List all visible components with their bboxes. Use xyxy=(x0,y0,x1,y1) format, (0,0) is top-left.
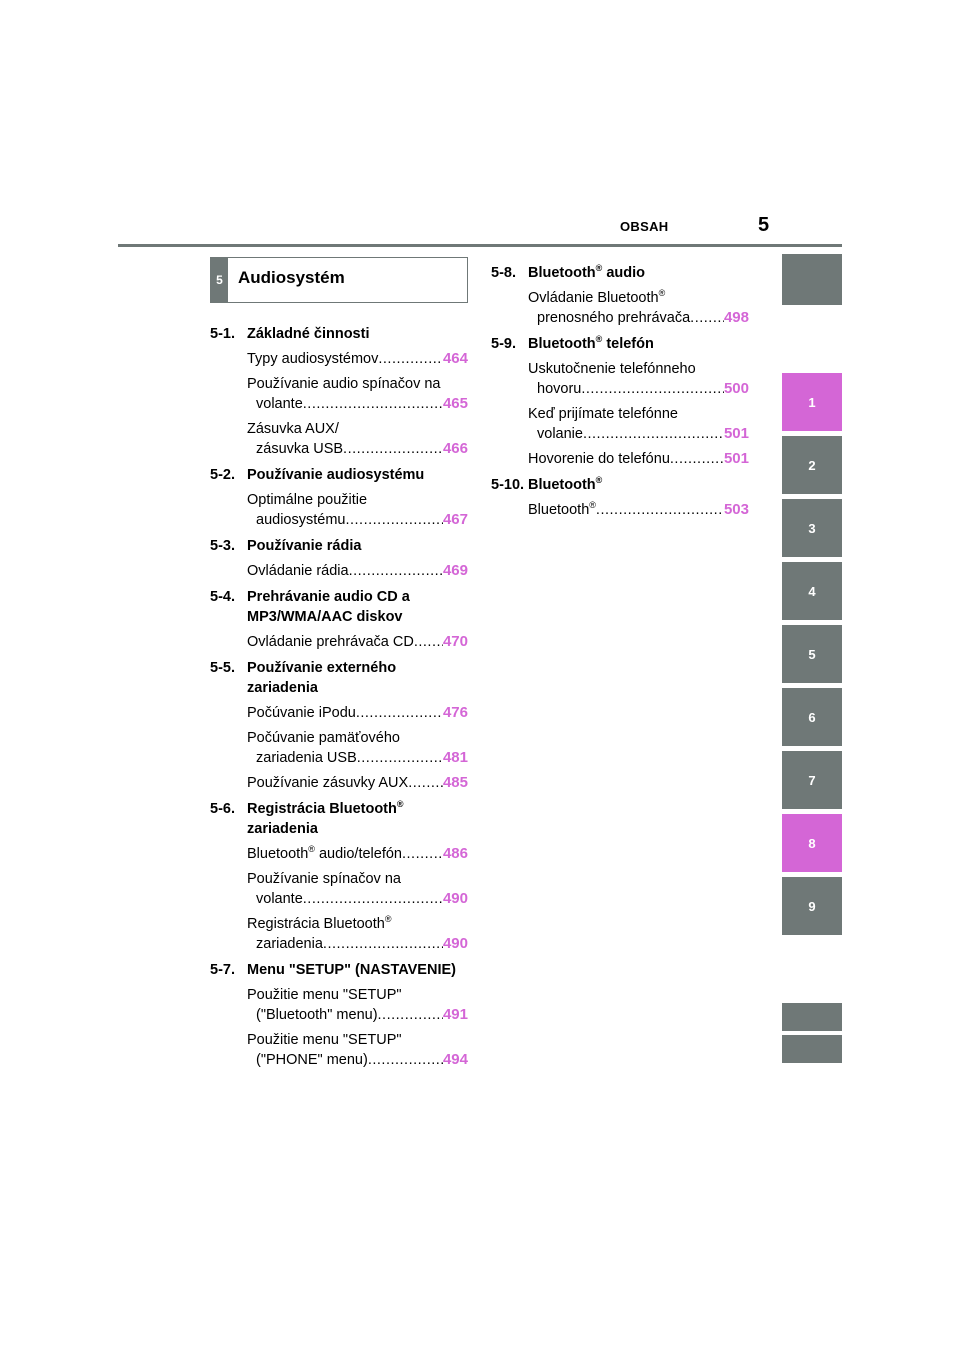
chapter-number: 5-6. xyxy=(210,801,235,817)
leader-dots xyxy=(378,1005,443,1025)
leader-dots xyxy=(357,748,443,768)
chapter-title: Bluetooth® telefón xyxy=(528,334,654,352)
section-title: Audiosystém xyxy=(238,268,345,287)
toc-entry[interactable] xyxy=(210,349,468,369)
chapter-title: Bluetooth® audio xyxy=(528,263,645,281)
entry-title-continued xyxy=(247,748,468,768)
chapter-tab-3[interactable]: 3 xyxy=(782,499,842,557)
toc-entry[interactable] xyxy=(210,728,468,768)
entry-title: Používanie spínačov na xyxy=(247,871,401,887)
toc-entry[interactable] xyxy=(210,419,468,459)
toc-column-right xyxy=(491,257,749,520)
entry-text: Typy audiosystémov xyxy=(247,351,379,367)
chapter-tab-5[interactable]: 5 xyxy=(782,625,842,683)
chapter-title: Základné činnosti xyxy=(247,326,370,342)
leader-dots xyxy=(378,349,443,369)
entry-row xyxy=(247,349,468,369)
chapter-tab-1[interactable]: 1 xyxy=(782,373,842,431)
toc-entry[interactable] xyxy=(210,844,468,864)
toc-entry[interactable] xyxy=(491,359,749,399)
toc-entry[interactable] xyxy=(491,500,749,520)
toc-entry[interactable] xyxy=(210,490,468,530)
entry-row xyxy=(247,703,468,723)
toc-entry[interactable] xyxy=(210,632,468,652)
entry-text: zariadenia USB xyxy=(256,750,357,766)
entry-text: zásuvka USB xyxy=(256,441,344,457)
section-number: 5 xyxy=(211,258,228,302)
toc-chapter xyxy=(210,960,468,980)
chapter-title: Bluetooth® xyxy=(528,475,603,493)
header-divider xyxy=(118,244,842,247)
entry-title-continued xyxy=(247,889,468,909)
entry-row xyxy=(528,449,749,469)
chapter-number: 5-1. xyxy=(210,326,235,342)
page-number: 5 xyxy=(758,214,770,236)
entry-row xyxy=(528,500,749,520)
leader-dots xyxy=(408,773,443,793)
leader-dots xyxy=(356,703,443,723)
toc-chapter xyxy=(210,465,468,485)
chapter-tab-7[interactable]: 7 xyxy=(782,751,842,809)
entry-title: Použitie menu "SETUP" xyxy=(247,1032,402,1048)
leader-dots xyxy=(368,1050,443,1070)
entry-text: ("Bluetooth" menu) xyxy=(256,1007,378,1023)
toc-entry[interactable] xyxy=(491,449,749,469)
entry-text: volanie xyxy=(537,426,583,442)
entry-text: Bluetooth® xyxy=(528,500,596,518)
entry-text: audiosystému xyxy=(256,512,346,528)
leader-dots xyxy=(323,934,443,954)
chapter-tab-9[interactable]: 9 xyxy=(782,877,842,935)
entry-text: Počúvanie iPodu xyxy=(247,705,356,721)
chapter-number: 5-9. xyxy=(491,336,516,352)
entry-row xyxy=(247,632,468,652)
entry-title: Ovládanie Bluetooth® xyxy=(528,288,666,306)
toc-entry[interactable] xyxy=(210,374,468,414)
entry-title: Optimálne použitie xyxy=(247,492,368,508)
page-link[interactable]: 490 xyxy=(442,890,468,907)
entry-text: prenosného prehrávača xyxy=(537,310,691,326)
entry-text: volante xyxy=(256,891,303,907)
chapter-number: 5-2. xyxy=(210,467,235,483)
section-heading xyxy=(210,257,468,303)
entry-title-continued xyxy=(247,439,468,459)
entry-title-continued xyxy=(247,1050,468,1070)
page-link[interactable]: 491 xyxy=(442,1006,468,1023)
page-link[interactable]: 470 xyxy=(442,633,468,650)
toc-chapter xyxy=(210,324,468,344)
entry-text: ("PHONE" menu) xyxy=(256,1052,368,1068)
entry-title: Počúvanie pamäťového xyxy=(247,730,400,746)
page-link[interactable]: 481 xyxy=(442,749,468,766)
entry-title: Uskutočnenie telefónneho xyxy=(528,361,696,377)
chapter-tab-extra-2[interactable] xyxy=(782,1035,842,1063)
entry-text: Ovládanie prehrávača CD xyxy=(247,634,414,650)
page-link[interactable]: 498 xyxy=(723,309,749,326)
toc-entry[interactable] xyxy=(491,404,749,444)
chapter-number: 5-8. xyxy=(491,265,516,281)
leader-dots xyxy=(581,379,724,399)
leader-dots xyxy=(402,844,443,864)
chapter-number: 5-7. xyxy=(210,962,235,978)
leader-dots xyxy=(690,308,724,328)
leader-dots xyxy=(345,510,443,530)
leader-dots xyxy=(414,632,443,652)
entry-text: Bluetooth® audio/telefón xyxy=(247,844,402,862)
chapter-title: Používanie externého zariadenia xyxy=(247,660,397,696)
chapter-number: 5-5. xyxy=(210,660,235,676)
entry-title: Registrácia Bluetooth® xyxy=(247,914,392,932)
chapter-title: Menu "SETUP" (NASTAVENIE) xyxy=(247,962,456,978)
toc-entry[interactable] xyxy=(210,561,468,581)
chapter-tab-top[interactable] xyxy=(782,254,842,305)
entry-title-continued xyxy=(528,379,749,399)
toc-entry[interactable] xyxy=(210,869,468,909)
page-link[interactable]: 494 xyxy=(442,1051,468,1068)
entry-title-continued xyxy=(247,934,468,954)
chapter-title: Registrácia Bluetooth® zariadenia xyxy=(247,799,404,837)
toc-chapter xyxy=(210,658,468,698)
chapter-tab-extra-1[interactable] xyxy=(782,1003,842,1031)
page-link[interactable]: 465 xyxy=(442,395,468,412)
leader-dots xyxy=(670,449,724,469)
toc-chapter xyxy=(210,587,468,627)
page-link[interactable]: 501 xyxy=(723,450,749,467)
page-link[interactable]: 501 xyxy=(723,425,749,442)
entry-title-continued xyxy=(247,394,468,414)
toc-entry[interactable] xyxy=(210,985,468,1025)
toc-chapter xyxy=(491,475,749,495)
leader-dots xyxy=(583,424,724,444)
page-link[interactable]: 476 xyxy=(442,704,468,721)
entry-title-continued xyxy=(247,510,468,530)
entry-title-continued xyxy=(247,1005,468,1025)
entry-row xyxy=(247,561,468,581)
page-link[interactable]: 466 xyxy=(442,440,468,457)
chapter-title: Používanie audiosystému xyxy=(247,467,425,483)
page-link[interactable]: 485 xyxy=(442,774,468,791)
entry-title: Používanie audio spínačov na xyxy=(247,376,441,392)
leader-dots xyxy=(303,394,443,414)
toc-chapter xyxy=(491,263,749,283)
chapter-tab-2[interactable]: 2 xyxy=(782,436,842,494)
chapter-number: 5-4. xyxy=(210,589,235,605)
page-link[interactable]: 469 xyxy=(442,562,468,579)
toc-column-left xyxy=(210,318,468,1070)
chapter-number: 5-10. xyxy=(491,477,525,493)
entry-title-continued xyxy=(528,308,749,328)
page-link[interactable]: 486 xyxy=(442,845,468,862)
entry-text: Používanie zásuvky AUX xyxy=(247,775,409,791)
entry-row xyxy=(247,844,468,864)
toc-entry[interactable] xyxy=(210,914,468,954)
leader-dots xyxy=(343,439,443,459)
toc-chapter xyxy=(491,334,749,354)
entry-text: Hovorenie do telefónu xyxy=(528,451,670,467)
entry-text: hovoru xyxy=(537,381,582,397)
chapter-number: 5-3. xyxy=(210,538,235,554)
entry-text: volante xyxy=(256,396,303,412)
leader-dots xyxy=(349,561,443,581)
entry-title: Zásuvka AUX/ xyxy=(247,421,339,437)
toc-entry[interactable] xyxy=(210,1030,468,1070)
entry-title-continued xyxy=(528,424,749,444)
chapter-tab-6[interactable]: 6 xyxy=(782,688,842,746)
chapter-tab-4[interactable]: 4 xyxy=(782,562,842,620)
toc-chapter xyxy=(210,799,468,839)
chapter-title: Používanie rádia xyxy=(247,538,362,554)
page-link[interactable]: 503 xyxy=(723,501,749,518)
chapter-tab-8[interactable]: 8 xyxy=(782,814,842,872)
page-link[interactable]: 500 xyxy=(723,380,749,397)
entry-text: Ovládanie rádia xyxy=(247,563,349,579)
page-link[interactable]: 467 xyxy=(442,511,468,528)
entry-row xyxy=(247,773,468,793)
leader-dots xyxy=(596,500,724,520)
entry-title: Použitie menu "SETUP" xyxy=(247,987,402,1003)
page-link[interactable]: 490 xyxy=(442,935,468,952)
page-link[interactable]: 464 xyxy=(442,350,468,367)
toc-entry[interactable] xyxy=(491,288,749,328)
chapter-title: Prehrávanie audio CD a MP3/WMA/AAC diskov xyxy=(247,589,410,625)
entry-title: Keď prijímate telefónne xyxy=(528,406,678,422)
header-title: OBSAH xyxy=(620,219,669,234)
toc-entry[interactable] xyxy=(210,703,468,723)
entry-text: zariadenia xyxy=(256,936,323,952)
toc-entry[interactable] xyxy=(210,773,468,793)
toc-chapter xyxy=(210,536,468,556)
leader-dots xyxy=(303,889,443,909)
